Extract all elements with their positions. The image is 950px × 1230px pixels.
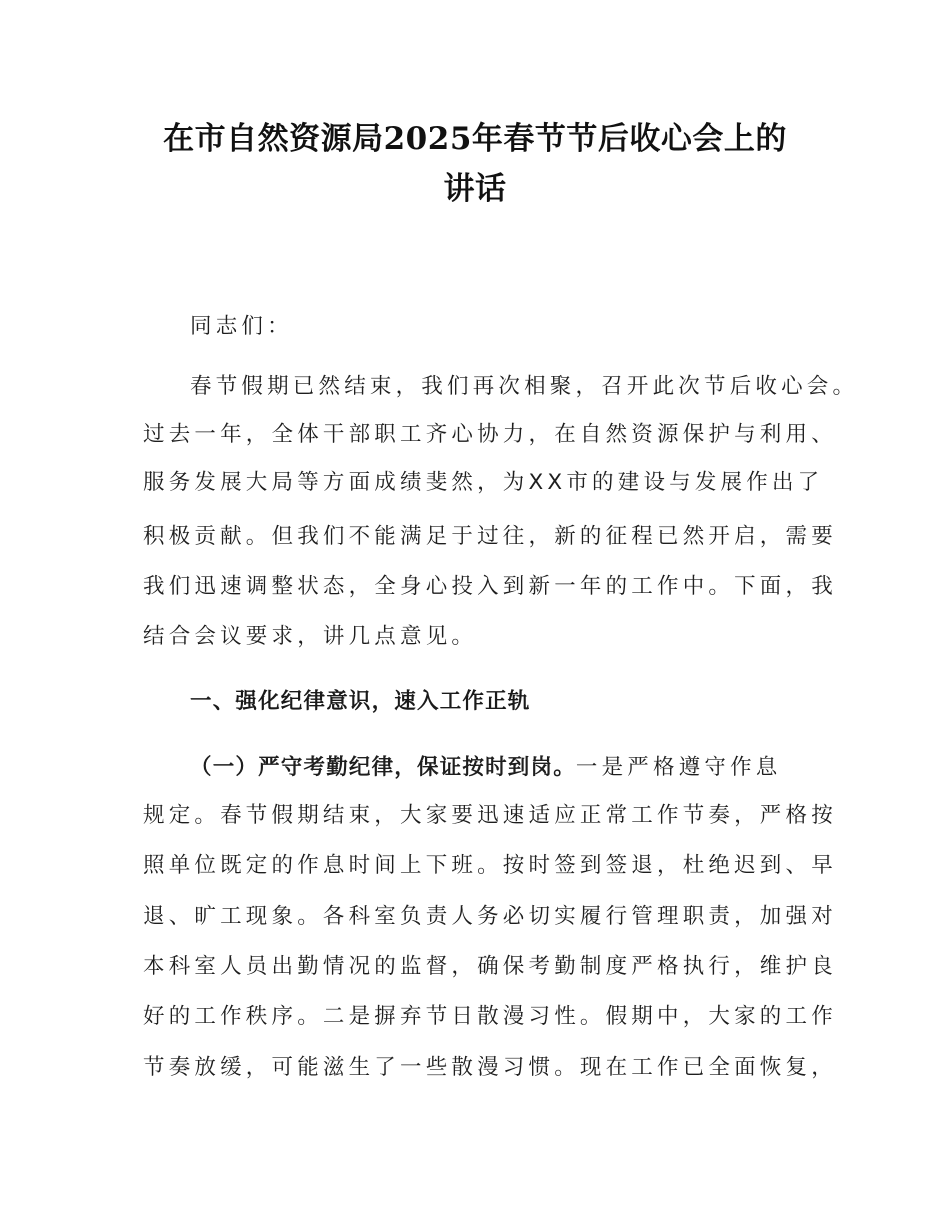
intro-paragraph-line: 服务发展大局等方面成绩斐然，为XX市的建设与发展作出了 — [143, 470, 824, 495]
subsection-first-line — [190, 753, 782, 783]
document-title-line-1: 在市自然资源局2025年春节节后收心会上的 — [163, 121, 787, 157]
subsection-first-line-text: 一是严格遵守作息 — [575, 755, 782, 780]
intro-paragraph-line: 积极贡献。但我们不能满足于过往，新的征程已然开启，需要 — [143, 524, 837, 549]
intro-paragraph-line: 过去一年，全体干部职工齐心协力，在自然资源保护与利用、 — [143, 422, 837, 447]
subsection-paragraph-line: 本科室人员出勤情况的监督，确保考勤制度严格执行，维护良 — [143, 954, 837, 979]
intro-paragraph-line: 我们迅速调整状态，全身心投入到新一年的工作中。下面，我 — [143, 574, 837, 599]
subsection-paragraph-line: 规定。春节假期结束，大家要迅速适应正常工作节奏，严格按 — [143, 803, 837, 828]
document-title-line-2: 讲话 — [443, 171, 507, 207]
intro-paragraph-line: 结合会议要求，讲几点意见。 — [143, 624, 478, 649]
section-heading: 一、强化纪律意识，速入工作正轨 — [190, 689, 531, 714]
intro-paragraph-line: 春节假期已然结束，我们再次相聚，召开此次节后收心会。 — [190, 374, 859, 399]
subsection-paragraph-line: 好的工作秩序。二是摒弃节日散漫习性。假期中，大家的工作 — [143, 1004, 837, 1029]
subsection-heading: （一）严守考勤纪律，保证按时到岗。 — [190, 755, 576, 780]
subsection-paragraph-line: 退、旷工现象。各科室负责人务必切实履行管理职责，加强对 — [143, 904, 837, 929]
subsection-paragraph-line: 节奏放缓，可能滋生了一些散漫习惯。现在工作已全面恢复， — [143, 1055, 837, 1080]
subsection-paragraph-line: 照单位既定的作息时间上下班。按时签到签退，杜绝迟到、早 — [143, 853, 837, 878]
salutation: 同志们： — [190, 314, 293, 339]
